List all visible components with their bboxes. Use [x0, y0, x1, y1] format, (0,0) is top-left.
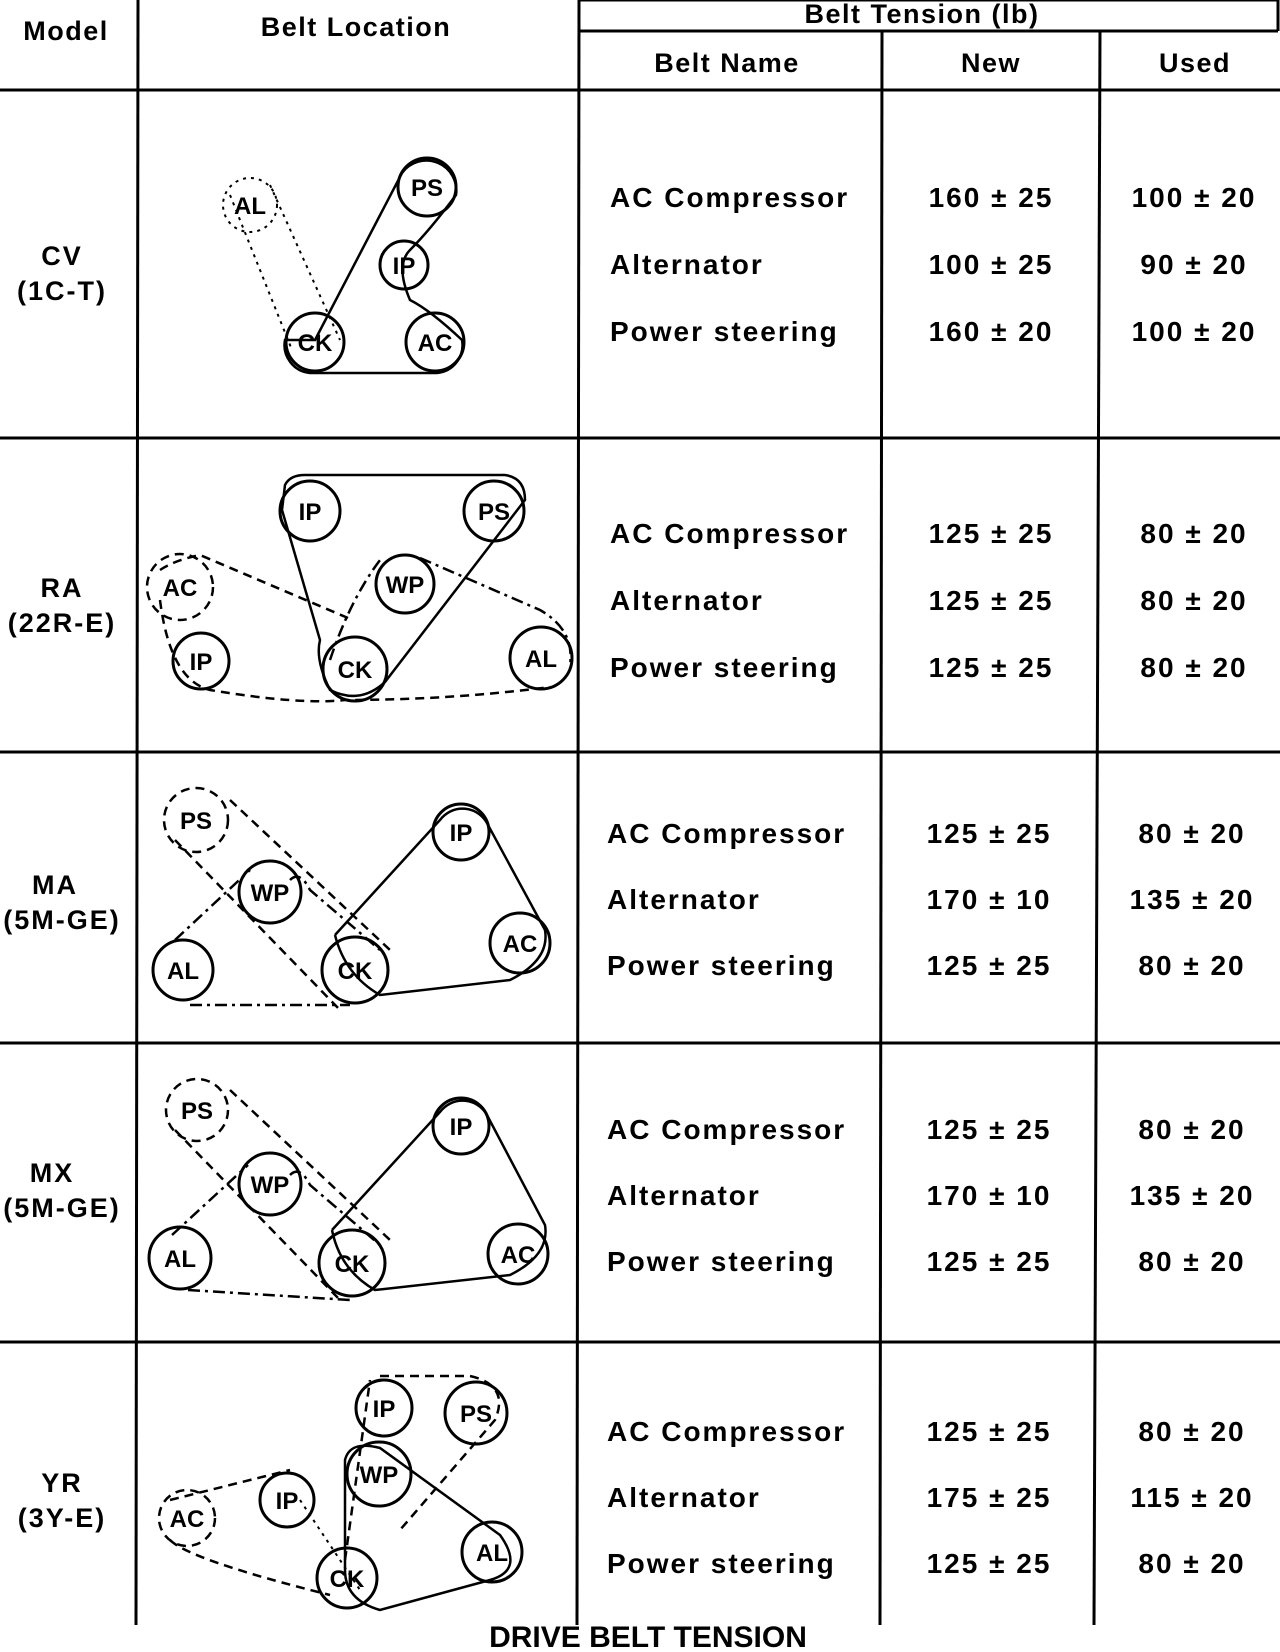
tension-new: [927, 1548, 1052, 1579]
belt-name: AC Compressor: [607, 818, 847, 849]
pulley-label: IP: [189, 649, 213, 676]
tension-base: 135: [1129, 1180, 1183, 1211]
tension-base: 160: [928, 316, 982, 347]
tension-tolerance: 25: [1016, 950, 1052, 981]
tension-tolerance: 20: [1210, 818, 1246, 849]
model-name: MX: [29, 1158, 75, 1188]
tension-base: 80: [1140, 652, 1176, 683]
model-name: CV: [41, 241, 83, 271]
tension-tolerance: 20: [1210, 1548, 1246, 1579]
model-engine: (22R-E): [7, 608, 117, 638]
pulley-label: WP: [385, 572, 425, 599]
plus-minus-symbol: ±: [989, 1482, 1007, 1513]
pulley-label: AL: [164, 1246, 196, 1273]
tension-base: 170: [926, 884, 980, 915]
tension-used: [1138, 818, 1245, 849]
plus-minus-symbol: ±: [1185, 652, 1203, 683]
tension-used: [1130, 1482, 1253, 1513]
plus-minus-symbol: ±: [989, 1416, 1007, 1447]
tension-base: 125: [928, 518, 982, 549]
belt-name: Alternator: [607, 1482, 761, 1513]
tension-base: 80: [1140, 585, 1176, 616]
tension-base: 80: [1140, 518, 1176, 549]
tension-tolerance: 25: [1016, 818, 1052, 849]
plus-minus-symbol: ±: [1185, 518, 1203, 549]
tension-new: [929, 518, 1054, 549]
tension-new: [929, 585, 1054, 616]
belt-name: Power steering: [610, 652, 839, 683]
tension-base: 125: [928, 652, 982, 683]
plus-minus-symbol: ±: [989, 818, 1007, 849]
tension-tolerance: 25: [1018, 585, 1054, 616]
tension-tolerance: 20: [1210, 1416, 1246, 1447]
tension-new: [927, 1246, 1052, 1277]
plus-minus-symbol: ±: [989, 884, 1007, 915]
tension-tolerance: 20: [1212, 518, 1248, 549]
pulley-label: WP: [359, 1462, 399, 1489]
model-name: MA: [32, 870, 78, 900]
tension-base: 125: [926, 950, 980, 981]
pulley-label: PS: [459, 1401, 493, 1428]
tension-tolerance: 20: [1212, 585, 1248, 616]
tension-used: [1140, 518, 1247, 549]
table-row: [18, 1376, 1254, 1610]
belt-name: AC Compressor: [607, 1114, 847, 1145]
tension-new: [927, 1114, 1052, 1145]
pulley-label: AL: [167, 958, 199, 985]
tension-tolerance: 10: [1016, 884, 1052, 915]
tension-base: 80: [1138, 1548, 1174, 1579]
pulley-label: IP: [392, 253, 416, 280]
plus-minus-symbol: ±: [989, 1180, 1007, 1211]
tension-new: [927, 884, 1052, 915]
belt-name: Power steering: [607, 1548, 836, 1579]
tension-new: [927, 1180, 1052, 1211]
tension-used: [1140, 585, 1247, 616]
tension-base: 80: [1138, 1416, 1174, 1447]
table-row: [8, 475, 1248, 701]
tension-tolerance: 25: [1016, 1548, 1052, 1579]
plus-minus-symbol: ±: [991, 652, 1009, 683]
pulley-label: IP: [298, 499, 322, 526]
tension-used: [1132, 316, 1257, 347]
tension-tolerance: 25: [1018, 518, 1054, 549]
plus-minus-symbol: ±: [1185, 249, 1203, 280]
plus-minus-symbol: ±: [991, 182, 1009, 213]
table-caption: DRIVE BELT TENSION: [489, 1621, 807, 1652]
plus-minus-symbol: ±: [991, 518, 1009, 549]
tension-base: 80: [1138, 950, 1174, 981]
pulley-label: CK: [337, 657, 373, 684]
plus-minus-symbol: ±: [1183, 1416, 1201, 1447]
belt-name: AC Compressor: [607, 1416, 847, 1447]
tension-base: 135: [1129, 884, 1183, 915]
tension-tolerance: 25: [1016, 1114, 1052, 1145]
pulley-label: WP: [250, 880, 290, 907]
grid-line: [1094, 31, 1100, 1625]
model-name: RA: [40, 573, 84, 603]
tension-base: 175: [926, 1482, 980, 1513]
pulley-label: AL: [234, 193, 266, 220]
tension-base: 100: [1131, 316, 1185, 347]
belt-name: AC Compressor: [610, 518, 850, 549]
grid-line: [880, 31, 882, 1625]
plus-minus-symbol: ±: [991, 249, 1009, 280]
tension-tolerance: 10: [1016, 1180, 1052, 1211]
tension-used: [1130, 1180, 1255, 1211]
tension-base: 80: [1138, 1114, 1174, 1145]
plus-minus-symbol: ±: [989, 1246, 1007, 1277]
tension-base: 100: [1131, 182, 1185, 213]
plus-minus-symbol: ±: [1183, 1548, 1201, 1579]
plus-minus-symbol: ±: [1194, 182, 1212, 213]
tension-base: 80: [1138, 1246, 1174, 1277]
table-row: [3, 1079, 1254, 1300]
pulley-label: PS: [477, 499, 511, 526]
tension-new: [929, 182, 1054, 213]
tension-base: 125: [926, 1416, 980, 1447]
tension-tolerance: 25: [1018, 249, 1054, 280]
tension-tolerance: 20: [1219, 1180, 1255, 1211]
pulley-label: AL: [476, 1540, 508, 1567]
header-used: Used: [1158, 48, 1232, 78]
pulley-label: AC: [500, 1242, 536, 1269]
table-row: [17, 158, 1256, 373]
tension-base: 170: [926, 1180, 980, 1211]
pulley-label: AL: [525, 646, 557, 673]
tension-new: [929, 652, 1054, 683]
plus-minus-symbol: ±: [989, 1548, 1007, 1579]
belt-name: Power steering: [607, 1246, 836, 1277]
tension-tolerance: 25: [1016, 1416, 1052, 1447]
tension-tolerance: 25: [1018, 652, 1054, 683]
pulley-label: PS: [179, 808, 213, 835]
pulley-label: AC: [502, 931, 538, 958]
belt-diagram: [149, 1079, 548, 1300]
belt-diagram: [159, 1376, 522, 1610]
pulley-label: IP: [372, 1396, 396, 1423]
header-new: New: [960, 48, 1022, 78]
tension-used: [1140, 249, 1247, 280]
model-engine: (5M-GE): [3, 905, 121, 935]
tension-used: [1138, 950, 1245, 981]
belt-diagram: [153, 788, 550, 1010]
tension-tolerance: 25: [1016, 1482, 1052, 1513]
tension-tolerance: 20: [1210, 1114, 1246, 1145]
tension-base: 125: [928, 585, 982, 616]
tension-new: [927, 1482, 1052, 1513]
plus-minus-symbol: ±: [1183, 950, 1201, 981]
plus-minus-symbol: ±: [1185, 585, 1203, 616]
tension-tolerance: 20: [1221, 182, 1257, 213]
header-model: Model: [23, 16, 109, 46]
model-engine: (3Y-E): [17, 1503, 107, 1533]
belt-name: Alternator: [607, 1180, 761, 1211]
grid-line: [577, 0, 579, 1625]
tension-base: 125: [926, 818, 980, 849]
pulley-label: AC: [169, 1506, 205, 1533]
plus-minus-symbol: ±: [1183, 1246, 1201, 1277]
table-row: [3, 788, 1254, 1010]
tension-tolerance: 20: [1219, 884, 1255, 915]
belt-name: Alternator: [610, 585, 764, 616]
tension-tolerance: 20: [1212, 652, 1248, 683]
header-belt-name: Belt Name: [654, 48, 800, 78]
pulley-label: AC: [162, 575, 198, 602]
plus-minus-symbol: ±: [989, 1114, 1007, 1145]
pulley-label: CK: [329, 1566, 365, 1593]
belt-name: AC Compressor: [610, 182, 850, 213]
header-belt-location: Belt Location: [260, 12, 452, 42]
pulley-label: IP: [449, 1114, 473, 1141]
plus-minus-symbol: ±: [989, 950, 1007, 981]
tension-base: 80: [1138, 818, 1174, 849]
tension-used: [1138, 1548, 1245, 1579]
belt-diagram: [223, 158, 464, 373]
pulley-label: PS: [180, 1098, 214, 1125]
pulley-label: CK: [297, 330, 333, 357]
tension-new: [929, 249, 1054, 280]
plus-minus-symbol: ±: [1191, 1482, 1209, 1513]
plus-minus-symbol: ±: [1183, 1114, 1201, 1145]
pulley-label: CK: [337, 958, 373, 985]
tension-tolerance: 20: [1018, 316, 1054, 347]
pulley-label: AC: [417, 330, 453, 357]
belt-name: Power steering: [607, 950, 836, 981]
tension-base: 125: [926, 1114, 980, 1145]
header-belt-tension: Belt Tension (lb): [804, 0, 1040, 29]
belt-name: Alternator: [610, 249, 764, 280]
plus-minus-symbol: ±: [1183, 818, 1201, 849]
tension-tolerance: 25: [1016, 1246, 1052, 1277]
tension-used: [1138, 1114, 1245, 1145]
belt-diagram: [147, 475, 572, 701]
plus-minus-symbol: ±: [1192, 1180, 1210, 1211]
tension-new: [927, 818, 1052, 849]
tension-tolerance: 20: [1221, 316, 1257, 347]
model-engine: (5M-GE): [3, 1193, 121, 1223]
tension-used: [1130, 884, 1255, 915]
tension-base: 115: [1130, 1482, 1182, 1513]
tension-used: [1140, 652, 1247, 683]
pulley-label: IP: [275, 1488, 299, 1515]
tension-base: 125: [926, 1246, 980, 1277]
tension-tolerance: 20: [1210, 950, 1246, 981]
tension-base: 125: [926, 1548, 980, 1579]
plus-minus-symbol: ±: [991, 585, 1009, 616]
plus-minus-symbol: ±: [1194, 316, 1212, 347]
tension-used: [1138, 1416, 1245, 1447]
pulley-label: PS: [410, 175, 444, 202]
tension-used: [1138, 1246, 1245, 1277]
pulley-label: CK: [334, 1251, 370, 1278]
tension-new: [929, 316, 1054, 347]
tension-used: [1132, 182, 1257, 213]
belt-name: Alternator: [607, 884, 761, 915]
belt-path: [170, 1376, 499, 1595]
model-engine: (1C-T): [17, 276, 107, 306]
tension-base: 160: [928, 182, 982, 213]
tension-base: 100: [928, 249, 982, 280]
grid-line: [136, 0, 138, 1625]
belt-name: Power steering: [610, 316, 839, 347]
tension-base: 90: [1140, 249, 1176, 280]
plus-minus-symbol: ±: [1192, 884, 1210, 915]
tension-new: [927, 950, 1052, 981]
tension-tolerance: 20: [1212, 249, 1248, 280]
tension-new: [927, 1416, 1052, 1447]
pulley-label: WP: [250, 1172, 290, 1199]
plus-minus-symbol: ±: [991, 316, 1009, 347]
tension-tolerance: 25: [1018, 182, 1054, 213]
model-name: YR: [41, 1468, 83, 1498]
tension-tolerance: 20: [1218, 1482, 1254, 1513]
pulley-label: IP: [449, 820, 473, 847]
tension-tolerance: 20: [1210, 1246, 1246, 1277]
